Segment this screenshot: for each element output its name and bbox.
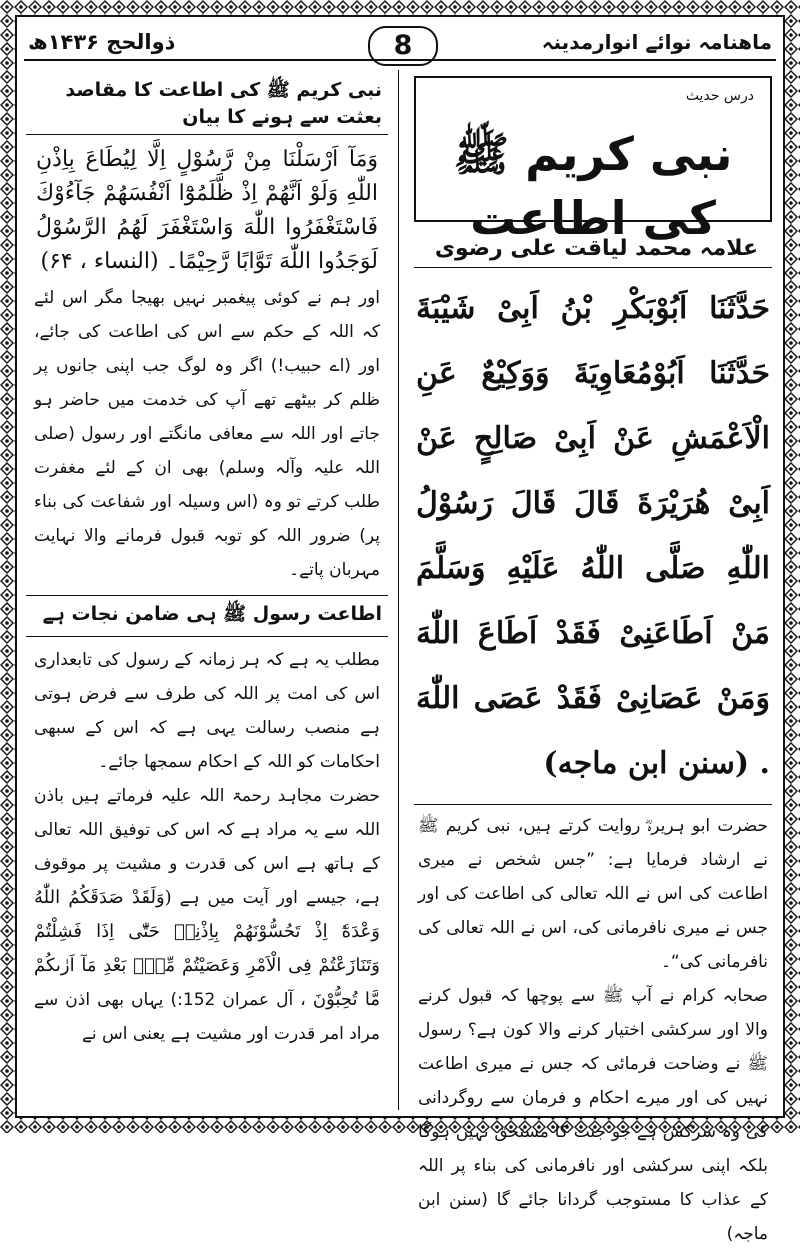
quran-verse xyxy=(26,141,388,281)
verse-translation: اور ہم نے کوئی پیغمبر نہیں بھیجا مگر اس لئے کہ اللہ کے حکم سے اس کی اطاعت کی جائے، اور (اے حبیب!) اگر وہ لوگ جب اپنی جانوں پر ظلم کر بیٹھے تھے آپ کی خدمت میں حاضر ہو جاتے اور اللہ سے معافی مانگتے اور رسول (صلی اللہ علیہ وآلہ وسلم) بھی ان کے لئے مغفرت طلب کرتے تو وہ (اس وسیلہ اور شفاعت کی بناء پر) ضرور اللہ کو توبہ قبول فرمانے والا نہایت مہربان پاتے۔ xyxy=(34,288,380,580)
hadith-source: (سنن ابن ماجه) xyxy=(543,746,750,781)
left-column xyxy=(26,70,388,1051)
quran-verse-ref: (النساء ، ۶۴) xyxy=(40,249,159,274)
page-number: 8 xyxy=(368,26,438,66)
article-title: نبی کریم ﷺ کی اطاعت xyxy=(453,127,733,245)
header-rule xyxy=(24,59,776,61)
section-title-salvation: اطاعت رسول ﷺ ہی ضامن نجات ہے xyxy=(26,595,388,637)
companions-source: (سنن ابن ماجہ) xyxy=(418,1190,768,1244)
hadith-rule xyxy=(414,804,772,805)
page-content xyxy=(18,18,782,1244)
hadith-translation: حضرت ابو ہریرہؓ روایت کرتے ہیں، نبی کریم ﷺ نے ارشاد فرمایا ہے: ”جس شخص نے میری اطاعت کی اس نے اللہ تعالی کی اطاعت کی اور جس نے میری نافرمانی کی، اس نے اللہ تعالی کی نافرمانی کی“۔ xyxy=(418,816,768,972)
inline-verse: (وَلَقَدْ صَدَقَكُمُ اللّٰهُ وَعْدَهٗٓ اِذْ تَحُسُّوْنَهُمْ بِاِذْنِهٖ حَتّٰٓى اِذَا فَشِلْتُمْ وَتَنَازَعْتُمْ فِى الْاَمْرِ وَعَصَيْتُمْ مِّنْۢ بَعْدِ مَآ اَرٰىكُمْ مَّا تُحِبُّوْنَ xyxy=(34,887,380,1010)
article-title-box xyxy=(414,76,772,245)
inline-verse-ref: ، آل عمران 152:) xyxy=(170,990,306,1010)
section-title-purpose: نبی کریم ﷺ کی اطاعت کا مقاصد بعثت سے ہونے کا بیان xyxy=(26,70,388,135)
issue-date: ذوالحج ۱۴۳۶ھ xyxy=(28,30,176,54)
right-column xyxy=(410,70,776,1251)
paragraph-meaning: مطلب یہ ہے کہ ہر زمانہ کے رسول کی تابعداری اس کی امت پر اللہ کی طرف سے فرض ہوتی ہے منصب رسالت یہی ہے کہ اس کے سبھی احکامات کو اللہ کے احکام سمجھا جائے۔ xyxy=(34,650,380,772)
hadith-arabic xyxy=(410,268,776,796)
author-name: علامہ محمد لیاقت علی رضوی xyxy=(414,222,772,268)
article-kicker: درس حدیث xyxy=(685,88,754,104)
hadith-text: حَدَّثَنَا اَبُوْبَكْرِ بْنُ اَبِىْ شَيْبَةَ حَدَّثَنَا اَبُوْمُعَاوِيَةَ وَوَكِيْعٌ عَنِ الْاَعْمَشِ عَنْ اَبِىْ صَالِحٍ عَنْ اَبِىْ هُرَيْرَةَ قَالَ قَالَ رَسُوْلُ اللّٰهِ صَلَّى اللّٰهُ عَلَيْهِ وَسَلَّمَ مَنْ اَطَاعَنِىْ فَقَدْ اَطَاعَ اللّٰهَ وَمَنْ عَصَانِىْ فَقَدْ عَصَى اللّٰهَ . xyxy=(416,291,770,781)
companions-paragraph xyxy=(410,979,776,1251)
page-header xyxy=(18,26,782,60)
mujahid-text: حضرت مجاہد رحمۃ اللہ علیہ فرماتے ہیں باذن اللہ سے یہ مراد ہے کہ اس کی توفیق اللہ تعالی کے ہاتھ ہے اس کی قدرت و مشیت پر موقوف ہے، جیسے اور آیت میں ہے xyxy=(34,786,380,908)
quran-verse-text: وَمَآ اَرْسَلْنَا مِنْ رَّسُوْلٍ اِلَّا لِيُطَاعَ بِاِذْنِ اللّٰهِ وَلَوْ اَنَّهُمْ اِذْ ظَّلَمُوْٓا اَنْفُسَهُمْ جَآءُوْكَ فَاسْتَغْفَرُوا اللّٰهَ وَاسْتَغْفَرَ لَهُمُ الرَّسُوْلُ لَوَجَدُوا اللّٰهَ تَوَّابًا رَّحِيْمًا۔ xyxy=(36,147,378,274)
companions-text: صحابہ کرام نے آپ ﷺ سے پوچھا کہ قبول کرنے والا اور سرکشی اختیار کرنے والا کون ہے؟ رسول ﷺ نے وضاحت فرمائی کہ جس نے میری اطاعت نہیں کی اور میرے احکام و فرمان سے روگردانی کی وہ سرکش ہے جو جنت کا مستحق نہیں ہوگا بلکہ اپنی سرکشی اور نافرمانی کی بناء پر اللہ کے عذاب کا مستوجب گردانا جائے گا xyxy=(418,986,769,1210)
paragraph-mujahid xyxy=(26,779,388,1051)
magazine-name: ماھنامہ نوائے انوارمدینہ xyxy=(541,30,772,54)
column-divider xyxy=(398,70,399,1110)
mujahid-text-end: یہاں بھی اذن سے مراد امر قدرت اور مشیت ہے یعنی اس نے xyxy=(34,990,380,1044)
